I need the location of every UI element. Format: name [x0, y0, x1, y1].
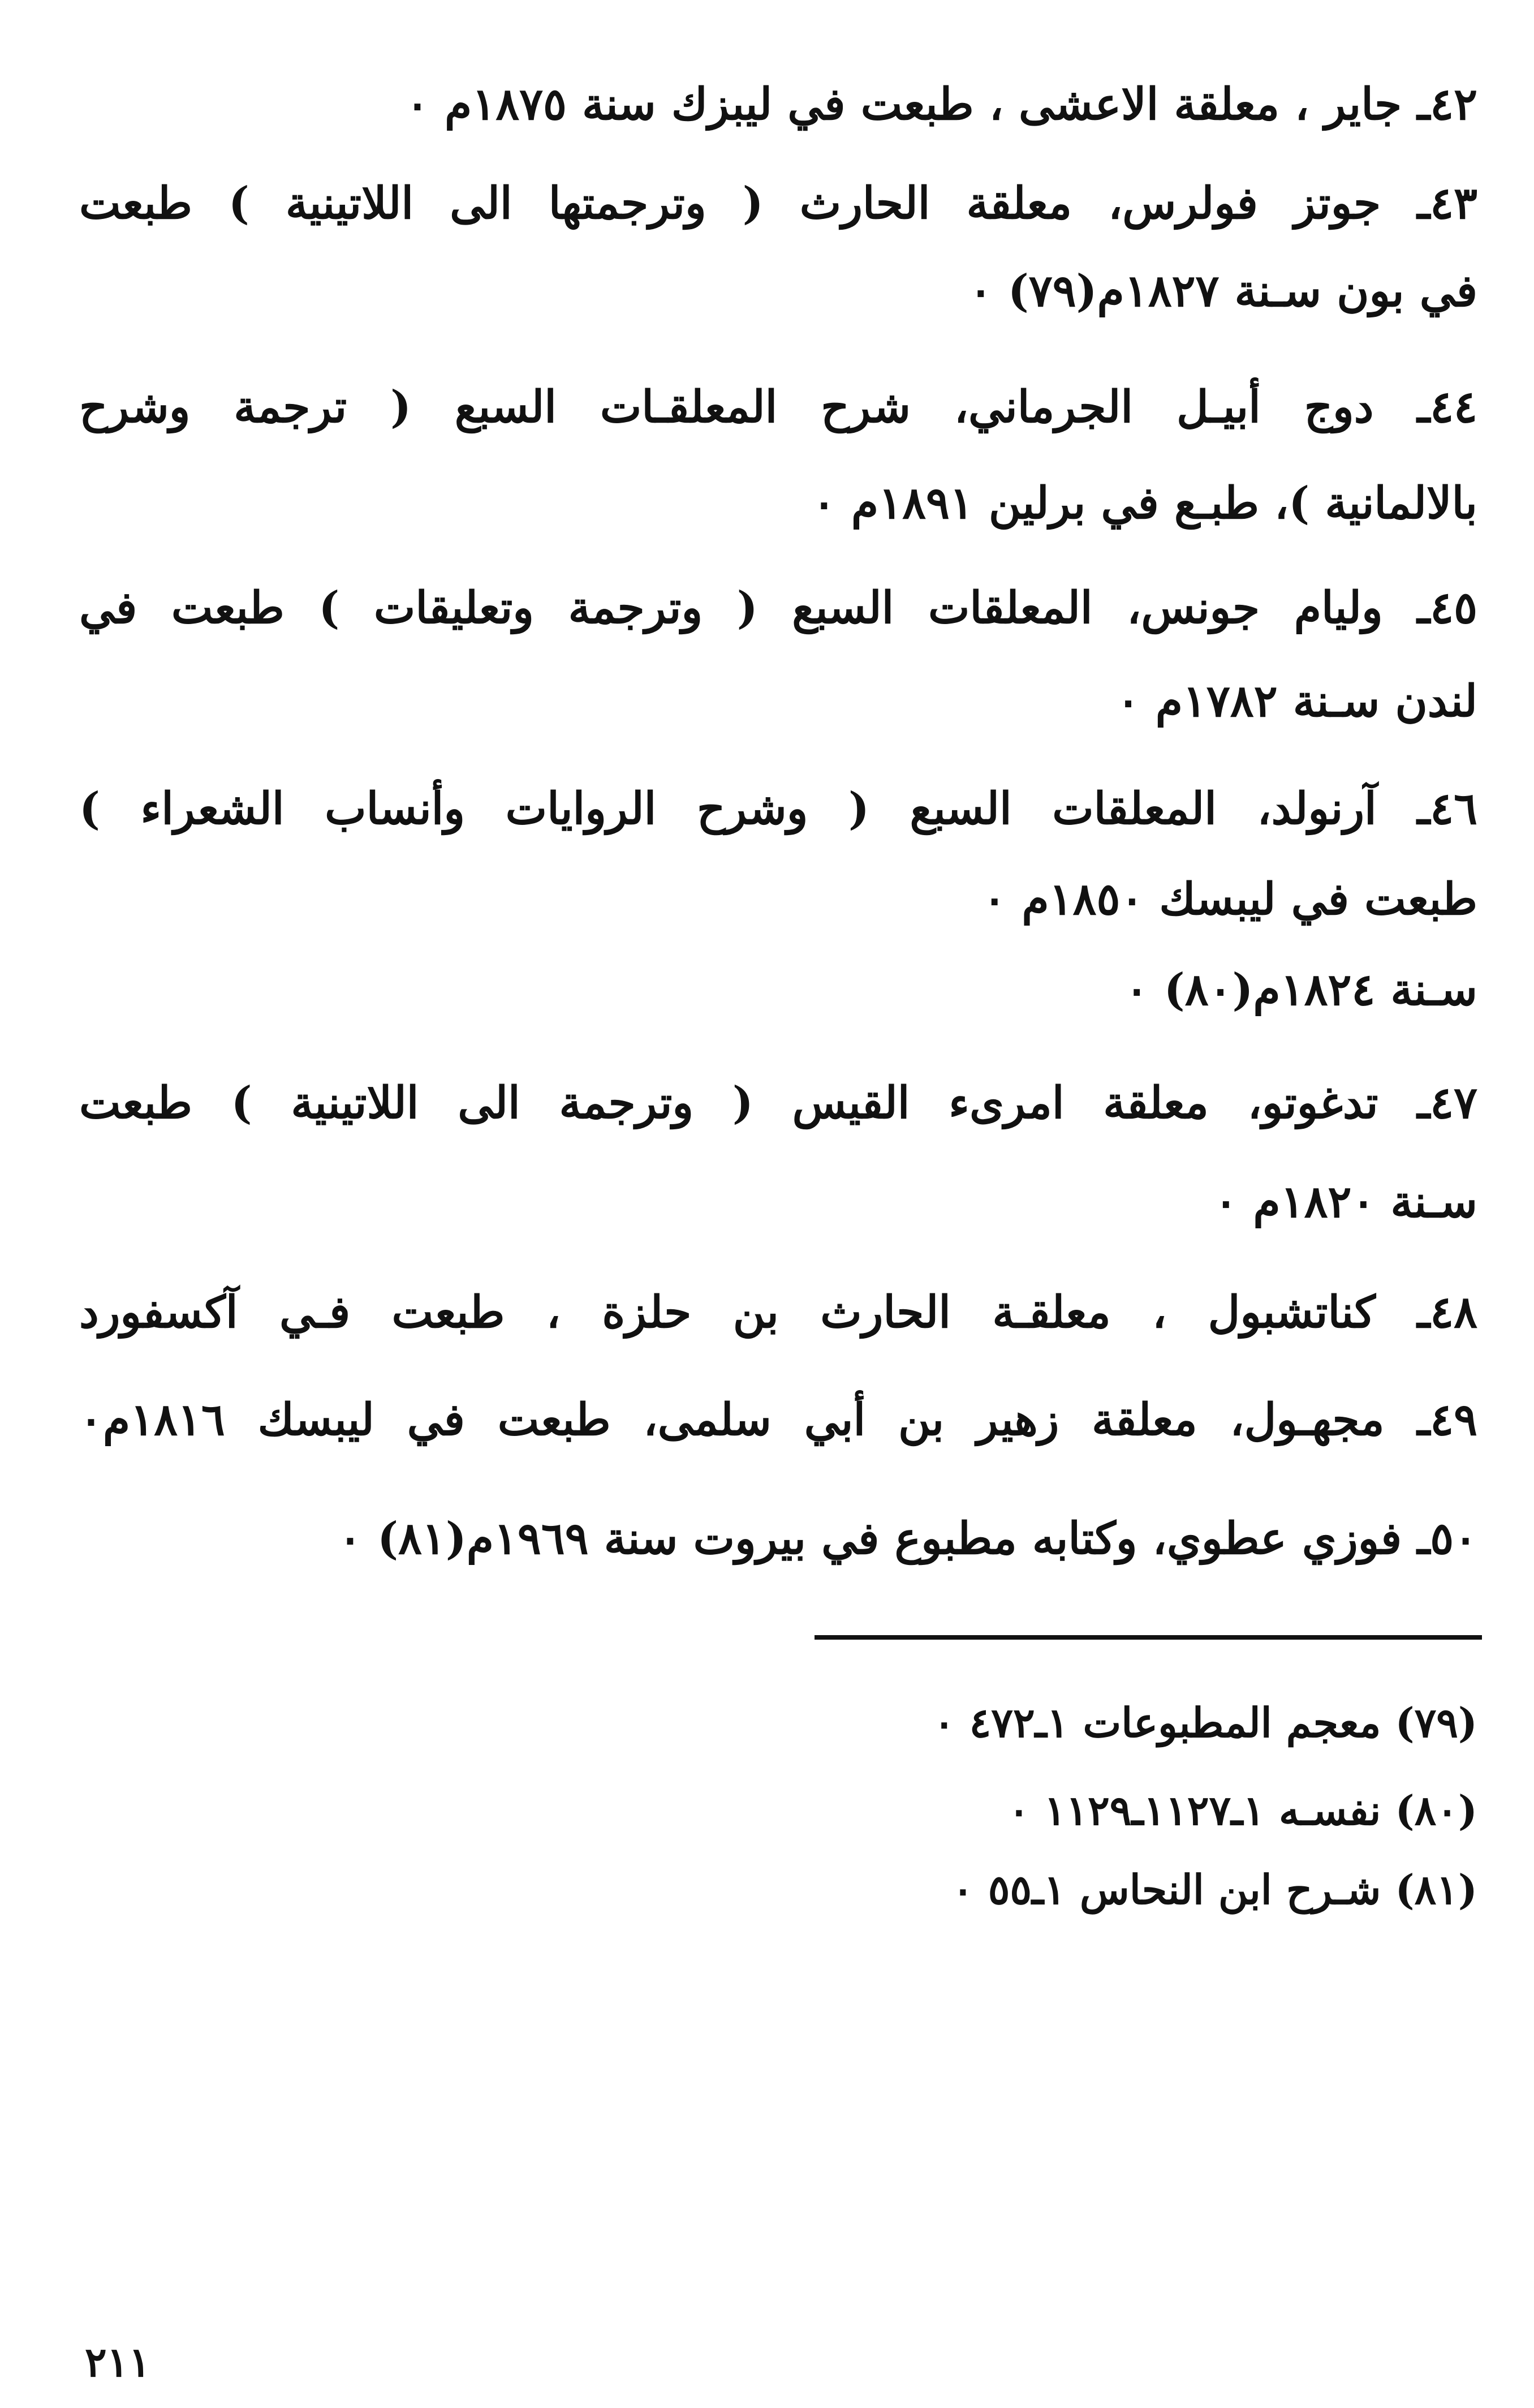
entry-42-line-1: ٤٢ـ جاير ، معلقة الاعشى ، طبعت في ليبزك سنة ١٨٧٥م ٠ [405, 79, 1477, 130]
entry-46-line-1: ٤٦ـ آرنولد، المعلقات السبع ( وشرح الروايات وأنساب الشعراء ) [79, 783, 1477, 835]
page-number: ٢١١ [85, 2338, 151, 2386]
entry-44-line-1: ٤٤ـ دوج أبيـل الجرماني، شرح المعلقـات السبع ( ترجمة وشرح [79, 381, 1477, 433]
footnote-divider [815, 1635, 1482, 1640]
entry-47-line-2: سـنة ١٨٢٠م ٠ [1214, 1176, 1477, 1228]
entry-49-line-1: ٤٩ـ مجهـول، معلقة زهير بن أبي سلمى، طبعت في ليبسك ١٨١٦م٠ [79, 1394, 1477, 1446]
entry-47-line-1: ٤٧ـ تدغوتو، معلقة امرىء القيس ( وترجمة الى اللاتينية ) طبعت [79, 1077, 1477, 1129]
footnote-80: (٨٠) نفسـه ١ـ١١٢٧ـ١١٢٩ ٠ [1008, 1786, 1477, 1834]
entry-44-line-2: بالالمانية )، طبـع في برلين ١٨٩١م ٠ [812, 478, 1477, 529]
footnote-79: (٧٩) معجم المطبوعات ١ـ٤٧٢ ٠ [933, 1698, 1477, 1747]
entry-50-line-1: ٥٠ـ فوزي عطوي، وكتابه مطبوع في بيروت سنة ١٩٦٩م(٨١) ٠ [338, 1513, 1477, 1564]
entry-43-line-2: في بون سـنة ١٨٢٧م(٧٩) ٠ [968, 265, 1477, 317]
entry-45-line-2: لندن سـنة ١٧٨٢م ٠ [1116, 676, 1477, 727]
entry-48-line-1: ٤٨ـ كناتشبول ، معلقـة الحارث بن حلزة ، طبعت فـي آكسفورد [79, 1287, 1477, 1338]
entry-45-line-1: ٤٥ـ وليام جونس، المعلقات السبع ( وترجمة وتعليقات ) طبعت في [79, 582, 1477, 634]
entry-46-line-2: طبعت في ليبسك ١٨٥٠م ٠ [983, 874, 1477, 925]
entry-43-line-1: ٤٣ـ جوتز فولرس، معلقة الحارث ( وترجمتها الى اللاتينية ) طبعت [79, 178, 1477, 229]
entry-46-line-3: سـنة ١٨٢٤م(٨٠) ٠ [1124, 964, 1477, 1016]
footnote-81: (٨١) شـرح ابن النحاس ١ـ٥٥ ٠ [951, 1865, 1477, 1914]
